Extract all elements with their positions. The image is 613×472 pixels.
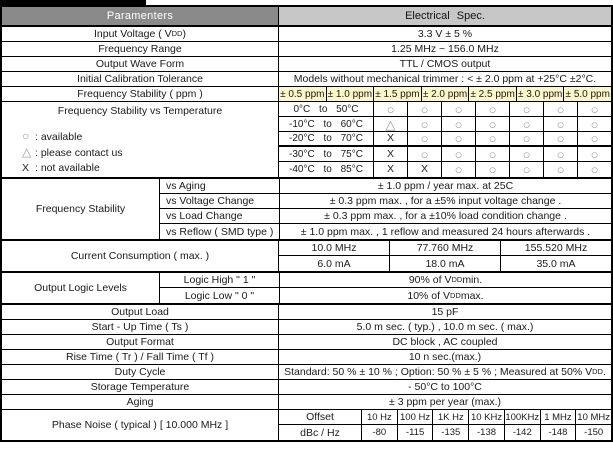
current-cell: 35.0 mA — [500, 256, 611, 271]
temperature-range: 0°C to 50°C — [293, 103, 359, 115]
sub-param-label: Logic High " 1 " — [183, 274, 256, 286]
param-value: 1.25 MHz ~ 156.0 MHz — [278, 42, 611, 56]
legend-text: : please contact us — [35, 147, 123, 159]
sub-param-value: ± 1.0 ppm / year max. at 25C — [279, 179, 611, 193]
value-text: 10% of V — [407, 289, 450, 302]
row-initial-calibration-tolerance — [2, 72, 611, 87]
legend-item-not-available — [2, 160, 278, 176]
legend-text: : available — [35, 131, 83, 143]
subscript: DD — [171, 29, 183, 39]
availability-cell: ○ — [373, 102, 407, 116]
logic-level-rows — [159, 273, 611, 303]
availability-cell: ○ — [509, 132, 543, 145]
stability-row — [160, 224, 611, 239]
row-startup-time — [2, 320, 611, 335]
noise-value-cell: -135 — [432, 425, 468, 440]
row-frequency-stability-ppm — [2, 87, 611, 102]
row-rise-fall-time — [2, 350, 611, 365]
row-duty-cycle — [2, 365, 611, 380]
row-input-voltage — [2, 27, 611, 42]
availability-cell: ○ — [543, 117, 577, 131]
phase-noise-value-row — [279, 425, 611, 440]
param-label: Output Load — [111, 306, 169, 318]
value-text: max. — [460, 289, 484, 302]
section-current-consumption — [2, 241, 611, 273]
param-value: 15 pF — [278, 305, 611, 319]
frequency-header-row — [279, 241, 611, 256]
availability-cell: ○ — [509, 102, 543, 116]
frequency-cell: 77.760 MHz — [389, 241, 500, 255]
param-value: 3.3 V ± 5 % — [278, 27, 611, 41]
logic-high-row — [160, 273, 611, 288]
temperature-row — [279, 132, 611, 147]
spacer — [2, 119, 278, 128]
availability-cell: ○ — [441, 117, 475, 131]
availability-cell: ○ — [543, 132, 577, 145]
temperature-row — [279, 102, 611, 117]
availability-cell: ○ — [475, 102, 509, 116]
availability-cell: ○ — [509, 162, 543, 177]
param-label: Duty Cycle — [114, 366, 166, 378]
row-output-wave-form — [2, 57, 611, 72]
current-value-row — [279, 256, 611, 271]
availability-cell: ○ — [441, 102, 475, 116]
row-storage-temperature — [2, 380, 611, 395]
current-cell: 6.0 mA — [317, 257, 351, 270]
value-text: 90% of V — [408, 274, 452, 286]
noise-value-cell: -150 — [575, 425, 611, 440]
phase-noise-grid — [278, 410, 611, 440]
offset-cell: 10 KHz — [468, 410, 504, 424]
legend-item-contact — [2, 144, 278, 160]
offset-cell: 1 MHz — [540, 410, 576, 424]
param-label: Aging — [126, 396, 154, 408]
x-icon: X — [22, 162, 30, 174]
availability-cell: ○ — [441, 162, 475, 177]
param-value: - 50°C to 100°C — [278, 380, 611, 394]
section-stability-vs-temperature — [2, 102, 611, 179]
current-cell: 18.0 mA — [389, 256, 500, 271]
availability-cell: ○ — [475, 117, 509, 131]
param-value: DC block , AC coupled — [278, 335, 611, 349]
stability-row — [160, 194, 611, 209]
logic-low-row — [160, 288, 611, 303]
availability-cell: ○ — [543, 147, 577, 161]
parameters-header: Paramenters — [2, 7, 278, 25]
offset-cell: 100KHz — [505, 411, 540, 423]
ppm-option: ± 1.5 ppm — [373, 87, 421, 101]
param-value: 10 n sec.(max.) — [278, 350, 611, 364]
value-text: . — [602, 366, 606, 378]
noise-value-cell: -80 — [361, 425, 397, 440]
temperature-row — [279, 117, 611, 132]
sub-param-label: vs Voltage Change — [166, 195, 255, 207]
noise-value-cell: -138 — [468, 425, 504, 440]
ppm-option: ± 1.0 ppm — [326, 87, 374, 101]
availability-cell: ○ — [543, 102, 577, 116]
availability-cell: X — [373, 147, 407, 161]
offset-cell: 10 Hz — [361, 410, 397, 424]
sub-param-value: ± 1.0 ppm max. , 1 reflow and measured 24 hours afterwards . — [279, 224, 611, 239]
param-label — [2, 27, 278, 41]
param-label: Phase Noise ( typical ) [ 10.000 MHz ] — [51, 419, 229, 431]
sub-param-value: ± 0.3 ppm max. , for a ±10% load condition change . — [279, 209, 611, 223]
sub-param-value: ± 0.3 ppm max. , for a ±5% input voltage change . — [279, 194, 611, 208]
param-label: Start - Up Time ( Ts ) — [91, 321, 189, 333]
availability-cell: ○ — [577, 102, 611, 116]
phase-noise-offset-row — [279, 410, 611, 425]
availability-cell: X — [373, 132, 407, 145]
temperature-row — [279, 147, 611, 162]
param-label: Initial Calibration Tolerance — [77, 73, 203, 85]
offset-cell: 100 Hz — [397, 410, 433, 424]
availability-cell: ○ — [475, 162, 509, 177]
section-output-logic-levels — [2, 273, 611, 305]
row-output-format — [2, 335, 611, 350]
offset-cell: 1K Hz — [432, 410, 468, 424]
row-output-load — [2, 305, 611, 320]
ppm-option: ± 0.5 ppm — [278, 87, 326, 101]
subscript: DD — [450, 290, 461, 300]
param-label: Rise Time ( Tr ) / Fall Time ( Tf ) — [66, 351, 214, 363]
sub-param-label: vs Aging — [166, 180, 206, 192]
subscript: DD — [592, 367, 603, 377]
availability-cell: ○ — [441, 147, 475, 161]
availability-cell: ○ — [577, 117, 611, 131]
value-text: min. — [462, 274, 483, 286]
param-label: Output Format — [106, 336, 174, 348]
ppm-option: ± 5.0 ppm — [563, 87, 611, 101]
availability-cell: ○ — [475, 147, 509, 161]
label-text: Input Voltage ( V — [94, 28, 172, 40]
triangle-icon: △ — [22, 145, 32, 159]
temperature-range: -30°C to 75°C — [289, 148, 363, 160]
param-label: Output Wave Form — [95, 58, 185, 70]
offset-cell: 10 MHz — [577, 411, 611, 423]
subscript: DD — [451, 275, 463, 285]
availability-cell: ○ — [509, 117, 543, 131]
ppm-option: ± 2.5 ppm — [468, 87, 516, 101]
row-frequency-range — [2, 42, 611, 57]
temperature-range: -20°C to 70°C — [289, 133, 363, 144]
availability-cell: ○ — [407, 147, 441, 161]
availability-cell: ○ — [407, 117, 441, 131]
temperature-range: -10°C to 60°C — [289, 118, 363, 130]
label-text: ) — [182, 28, 186, 40]
temperature-section-title: Frequency Stability vs Temperature — [57, 105, 223, 117]
temperature-row — [279, 162, 611, 177]
sub-param-value — [279, 288, 611, 303]
availability-cell: ○ — [475, 132, 509, 145]
param-label: Output Logic Levels — [34, 282, 127, 294]
ppm-option: ± 3.0 ppm — [516, 87, 564, 101]
value-text: Standard: 50 % ± 10 % ; Option: 50 % ± 5 % ; Measured at 50% V — [284, 366, 593, 378]
sub-param-value — [279, 273, 611, 287]
row-aging — [2, 395, 611, 410]
availability-cell: ○ — [543, 162, 577, 177]
frequency-cell: 10.0 MHz — [311, 242, 357, 254]
availability-cell: X — [373, 162, 407, 177]
table-header-row — [2, 7, 611, 27]
section-phase-noise — [2, 410, 611, 440]
availability-cell: △ — [373, 117, 407, 131]
temperature-range: -40°C to 85°C — [289, 164, 363, 175]
param-value: 5.0 m sec. ( typ.) , 10.0 m sec. ( max.) — [278, 320, 611, 334]
legend-item-available — [2, 128, 278, 144]
unit-header: dBc / Hz — [300, 426, 340, 439]
current-consumption-grid — [278, 241, 611, 271]
noise-value-cell: -115 — [397, 425, 433, 440]
availability-cell: ○ — [577, 132, 611, 145]
param-value: ± 3 ppm per year (max.) — [278, 395, 611, 409]
availability-cell: ○ — [407, 102, 441, 116]
stability-row — [160, 209, 611, 224]
ppm-option: ± 2.0 ppm — [421, 87, 469, 101]
noise-value-cell: -142 — [504, 425, 540, 440]
offset-header: Offset — [306, 411, 334, 423]
frequency-stability-rows — [159, 179, 611, 239]
sub-param-label: vs Load Change — [166, 210, 243, 222]
circle-icon: ○ — [22, 129, 30, 143]
param-label: Frequency Stability ( ppm ) — [77, 88, 203, 100]
sub-param-label: Logic Low " 0 " — [184, 289, 255, 302]
param-value — [278, 365, 611, 379]
param-label: Storage Temperature — [90, 381, 190, 393]
legend-text: : not available — [35, 162, 100, 174]
availability-cell: X — [407, 162, 441, 177]
frequency-cell: 155.520 MHz — [500, 241, 611, 255]
stability-row — [160, 179, 611, 194]
availability-cell: ○ — [577, 147, 611, 161]
availability-cell: ○ — [509, 147, 543, 161]
param-label: Current Consumption ( max. ) — [70, 250, 210, 262]
param-value: Models without mechanical trimmer : < ± 2.0 ppm at +25°C ±2°C. — [278, 72, 611, 86]
noise-value-cell: -148 — [540, 425, 576, 440]
param-label: Frequency Stability — [35, 203, 126, 215]
param-value: TTL / CMOS output — [278, 57, 611, 71]
param-label: Frequency Range — [98, 43, 182, 55]
sub-param-label: vs Reflow ( SMD type ) — [166, 225, 274, 238]
temperature-legend-cell — [2, 102, 278, 177]
electrical-spec-table — [0, 5, 613, 442]
section-frequency-stability — [2, 179, 611, 241]
availability-cell: ○ — [407, 132, 441, 145]
availability-cell: ○ — [577, 162, 611, 177]
electrical-spec-header: Electrical Spec. — [278, 7, 611, 25]
availability-cell: ○ — [441, 132, 475, 145]
temperature-matrix — [278, 102, 611, 177]
